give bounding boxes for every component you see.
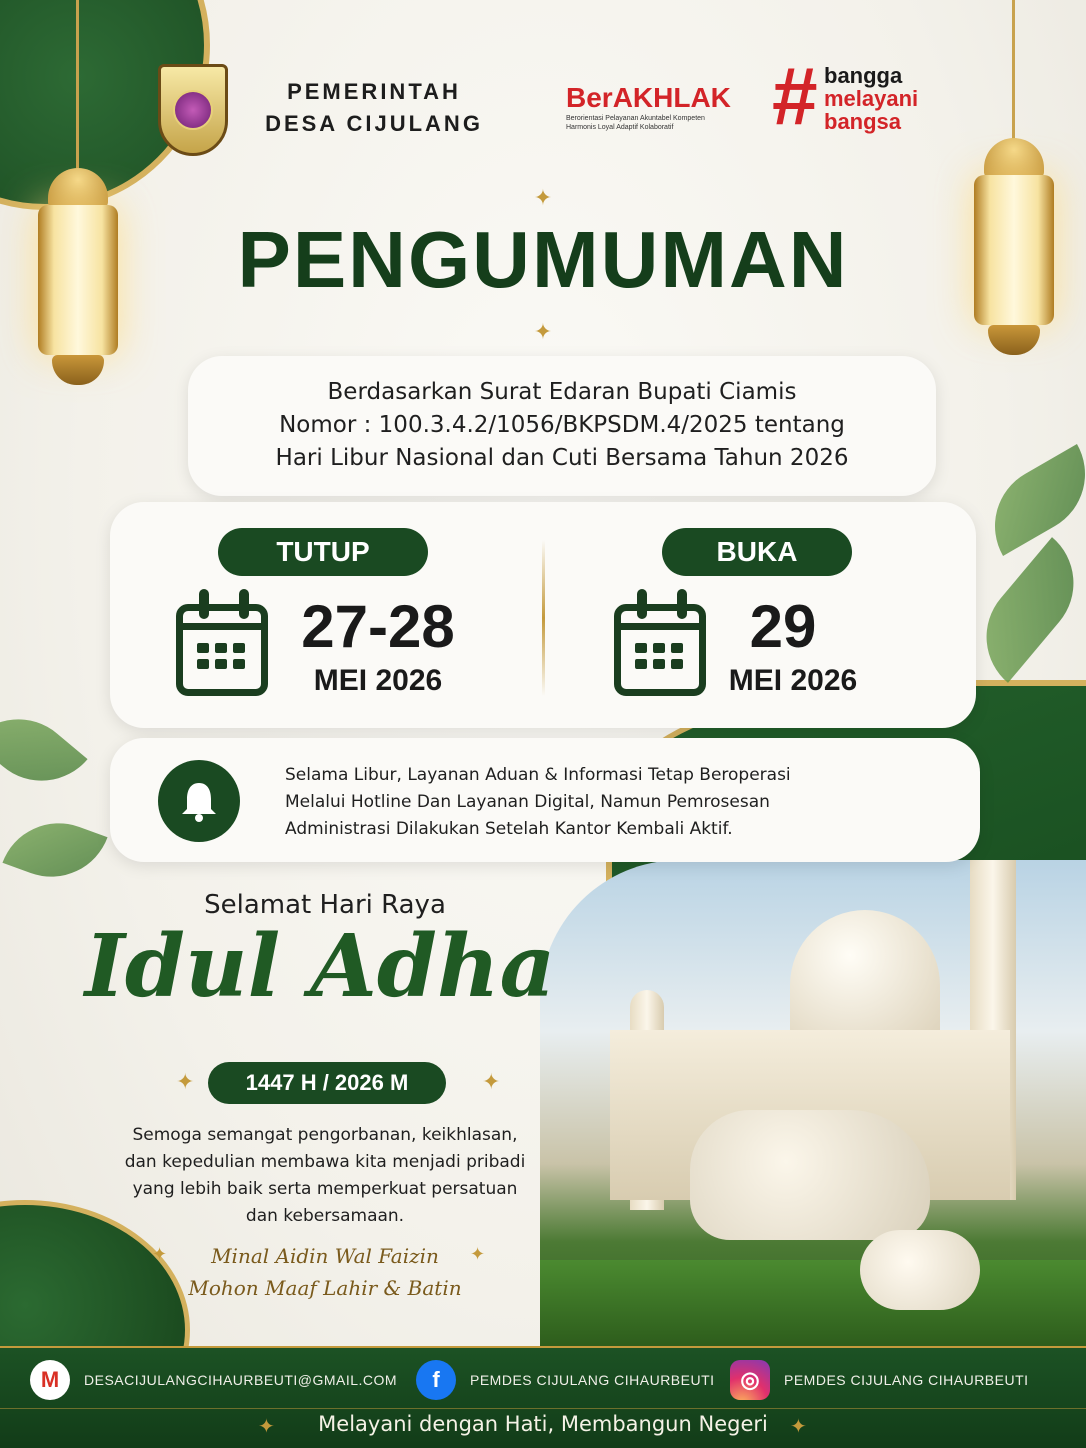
page-title: PENGUMUMAN bbox=[237, 215, 849, 304]
gmail-icon: M bbox=[30, 1360, 70, 1400]
footer-divider bbox=[0, 1408, 1086, 1409]
schedule-divider bbox=[542, 540, 545, 696]
calendar-icon bbox=[176, 604, 268, 696]
minal-aidin-text bbox=[150, 1240, 500, 1304]
hashtag-glyph: # bbox=[772, 51, 818, 142]
berakhlak-subtitle-2: Harmonis Loyal Adaptif Kolaboratif bbox=[566, 124, 674, 131]
greeting-title: Idul Adha bbox=[84, 916, 556, 1017]
sparkle-icon: ✦ bbox=[790, 1414, 807, 1438]
bangsa-word: bangsa bbox=[824, 109, 902, 134]
open-date: 29 bbox=[749, 593, 817, 660]
berakhlak-subtitle-1: Berorientasi Pelayanan Akuntabel Kompeten bbox=[566, 115, 705, 122]
instagram-icon: ◎ bbox=[730, 1360, 770, 1400]
village-emblem-logo bbox=[158, 64, 228, 156]
ornament-top: ✦ bbox=[533, 186, 553, 211]
greeting-subtitle: Selamat Hari Raya bbox=[204, 890, 446, 920]
message-line-2: dan kepedulian membawa kita menjadi pribadi bbox=[124, 1152, 526, 1172]
bangga-melayani-bangsa-logo bbox=[772, 51, 952, 144]
sparkle-icon: ✦ bbox=[176, 1070, 195, 1095]
open-month: MEI 2026 bbox=[728, 664, 858, 697]
message-line-3: yang lebih baik serta memperkuat persatuan bbox=[132, 1179, 518, 1199]
reference-line-3: Hari Libur Nasional dan Cuti Bersama Tahun 2026 bbox=[275, 445, 849, 471]
organization-name bbox=[244, 76, 504, 140]
bell-icon bbox=[158, 760, 240, 842]
facebook-text: PEMDES CIJULANG CIHAURBEUTI bbox=[470, 1372, 715, 1388]
instagram-text: PEMDES CIJULANG CIHAURBEUTI bbox=[784, 1372, 1029, 1388]
ornament-bottom: ✦ bbox=[533, 320, 553, 345]
mosque-scene-image bbox=[540, 860, 1086, 1350]
service-info-text bbox=[285, 762, 845, 843]
berakhlak-title: BerAKHLAK bbox=[566, 82, 731, 113]
reference-card bbox=[188, 356, 936, 496]
greeting-message bbox=[90, 1122, 560, 1230]
instagram-contact[interactable] bbox=[730, 1358, 1029, 1402]
closed-label-pill: TUTUP bbox=[218, 528, 428, 576]
reference-line-2: Nomor : 100.3.4.2/1056/BKPSDM.4/2025 tentang bbox=[279, 412, 845, 438]
cow-image bbox=[690, 1110, 930, 1240]
email-text: DESACIJULANGCIHAURBEUTI@GMAIL.COM bbox=[84, 1372, 398, 1388]
hijri-year-pill: 1447 H / 2026 M bbox=[208, 1062, 446, 1104]
sparkle-icon: ✦ bbox=[470, 1244, 486, 1265]
schedule-card bbox=[110, 502, 976, 728]
grass bbox=[540, 1260, 1086, 1350]
mosque-dome bbox=[790, 910, 940, 1040]
email-contact[interactable] bbox=[30, 1358, 397, 1402]
info-line-1: Selama Libur, Layanan Aduan & Informasi Tetap Beroperasi bbox=[285, 765, 791, 785]
tagline: Melayani dengan Hati, Membangun Negeri bbox=[318, 1412, 768, 1436]
org-line-2: DESA CIJULANG bbox=[265, 111, 483, 136]
calendar-icon bbox=[614, 604, 706, 696]
info-line-3: Administrasi Dilakukan Setelah Kantor Kembali Aktif. bbox=[285, 819, 733, 839]
lantern-right bbox=[974, 0, 1054, 400]
berakhlak-logo bbox=[566, 82, 756, 132]
goat-image bbox=[860, 1230, 980, 1310]
minal-line-2: Mohon Maaf Lahir & Batin bbox=[188, 1276, 462, 1300]
facebook-contact[interactable] bbox=[416, 1358, 715, 1402]
closed-date: 27-28 bbox=[301, 593, 455, 660]
info-line-2: Melalui Hotline Dan Layanan Digital, Namun Pemrosesan bbox=[285, 792, 770, 812]
service-info-card bbox=[110, 738, 980, 862]
sparkle-icon: ✦ bbox=[258, 1414, 275, 1438]
sparkle-icon: ✦ bbox=[482, 1070, 501, 1095]
minal-line-1: Minal Aidin Wal Faizin bbox=[211, 1244, 439, 1268]
closed-month: MEI 2026 bbox=[313, 664, 443, 697]
reference-line-1: Berdasarkan Surat Edaran Bupati Ciamis bbox=[327, 379, 797, 405]
facebook-icon: f bbox=[416, 1360, 456, 1400]
footer bbox=[0, 1346, 1086, 1448]
org-line-1: PEMERINTAH bbox=[287, 79, 461, 104]
bangga-word: bangga bbox=[824, 63, 903, 88]
open-label-pill: BUKA bbox=[662, 528, 852, 576]
melayani-word: melayani bbox=[824, 86, 919, 111]
message-line-1: Semoga semangat pengorbanan, keikhlasan, bbox=[132, 1125, 518, 1145]
sparkle-icon: ✦ bbox=[152, 1244, 168, 1265]
message-line-4: dan kebersamaan. bbox=[245, 1206, 405, 1226]
